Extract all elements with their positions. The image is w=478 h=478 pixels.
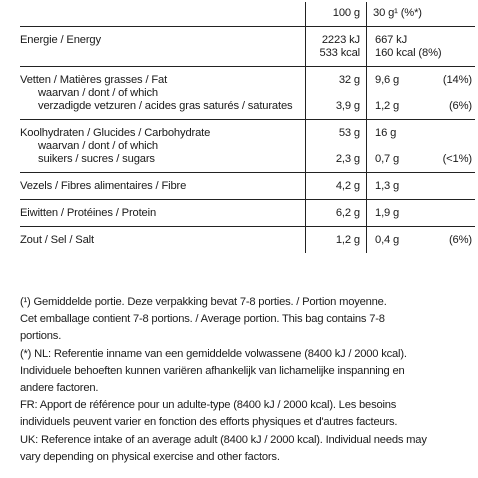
fibre-per100: 4,2 g — [306, 173, 367, 200]
protein-label: Eiwitten / Protéines / Protein — [20, 200, 306, 227]
table-row-saturates — [20, 100, 475, 120]
carbs-of-which-label: waarvan / dont / of which — [38, 140, 159, 152]
footnotes — [20, 294, 472, 466]
saturates-per30: 1,2 g — [367, 100, 422, 120]
table-row-carbs-of-which — [20, 140, 475, 153]
energy-per100-kcal: 533 kcal — [306, 47, 367, 67]
footnote-ri-fr-line-2: individuels peuvent varier en fonction des efforts physiques et d'autres facteurs. — [20, 416, 398, 429]
energy-per100-kj: 2223 kJ — [306, 27, 367, 48]
footnote-ri-nl-line-2: Individuele behoeften kunnen variëren afhankelijk van lichamelijke inspanning en — [20, 364, 405, 377]
fibre-per30: 1,3 g — [367, 173, 476, 200]
footnote-ri-nl-line-3: andere factoren. — [20, 382, 99, 395]
fibre-label: Vezels / Fibres alimentaires / Fibre — [20, 173, 306, 200]
fat-per100: 32 g — [306, 67, 367, 88]
protein-per30: 1,9 g — [367, 200, 476, 227]
salt-label: Zout / Sel / Salt — [20, 234, 94, 246]
carbohydrate-per30: 16 g — [367, 120, 476, 141]
footnote-portion-line-3: portions. — [20, 330, 62, 343]
saturates-label: verzadigde vetzuren / acides gras saturés / saturates — [38, 100, 293, 112]
saturates-per100: 3,9 g — [306, 100, 367, 120]
nutrition-table — [20, 2, 475, 253]
footnote-portion-line-2: Cet emballage contient 7-8 portions. / Average portion. This bag contains 7-8 — [20, 313, 385, 326]
header-per-portion: 30 g¹ (%*) — [367, 2, 476, 27]
fat-per30: 9,6 g — [367, 67, 422, 88]
table-row-fat — [20, 67, 475, 88]
energy-per30-kj: 667 kJ — [367, 27, 476, 48]
sugars-per30: 0,7 g — [367, 153, 422, 173]
header-per-100g: 100 g — [306, 2, 367, 27]
table-row-fibre — [20, 173, 475, 200]
salt-pct: (6%) — [448, 234, 472, 246]
salt-per30: 0,4 g — [367, 227, 422, 254]
table-row-sugars — [20, 153, 475, 173]
salt-per100: 1,2 g — [306, 227, 367, 254]
header-empty-cell — [20, 2, 306, 27]
fat-of-which-label: waarvan / dont / of which — [38, 87, 159, 99]
sugars-per100: 2,3 g — [306, 153, 367, 173]
table-row-protein — [20, 200, 475, 227]
energy-per30-kcal: 160 kcal (8%) — [367, 47, 476, 67]
footnote-ri-uk-line-2: vary depending on physical exercise and other factors. — [20, 450, 280, 463]
saturates-pct: (6%) — [421, 100, 475, 120]
protein-per100: 6,2 g — [306, 200, 367, 227]
sugars-pct: (<1%) — [421, 153, 475, 173]
energy-label: Energie / Energy — [20, 34, 101, 46]
footnote-ri-uk-line-1: UK: Reference intake of an average adult (8400 kJ / 2000 kcal). Individual needs may — [20, 433, 427, 446]
sugars-label: suikers / sucres / sugars — [38, 153, 155, 165]
carbohydrate-label: Koolhydraten / Glucides / Carbohydrate — [20, 127, 211, 139]
footnote-ri-fr-line-1: FR: Apport de référence pour un adulte-type (8400 kJ / 2000 kcal). Les besoins — [20, 399, 397, 412]
fat-pct: (14%) — [442, 74, 472, 86]
fat-label: Vetten / Matières grasses / Fat — [20, 74, 168, 86]
footnote-ri-nl-line-1: (*) NL: Referentie inname van een gemiddelde volwassene (8400 kJ / 2000 kcal). — [20, 347, 407, 360]
table-row-salt — [20, 227, 475, 254]
table-row-energy — [20, 27, 475, 48]
table-row-energy-kcal — [20, 47, 475, 67]
table-header-row — [20, 2, 475, 27]
carbohydrate-per100: 53 g — [306, 120, 367, 141]
table-row-carbohydrate — [20, 120, 475, 141]
table-row-fat-of-which — [20, 87, 475, 100]
footnote-portion-line-1: (¹) Gemiddelde portie. Deze verpakking bevat 7-8 porties. / Portion moyenne. — [20, 296, 387, 308]
